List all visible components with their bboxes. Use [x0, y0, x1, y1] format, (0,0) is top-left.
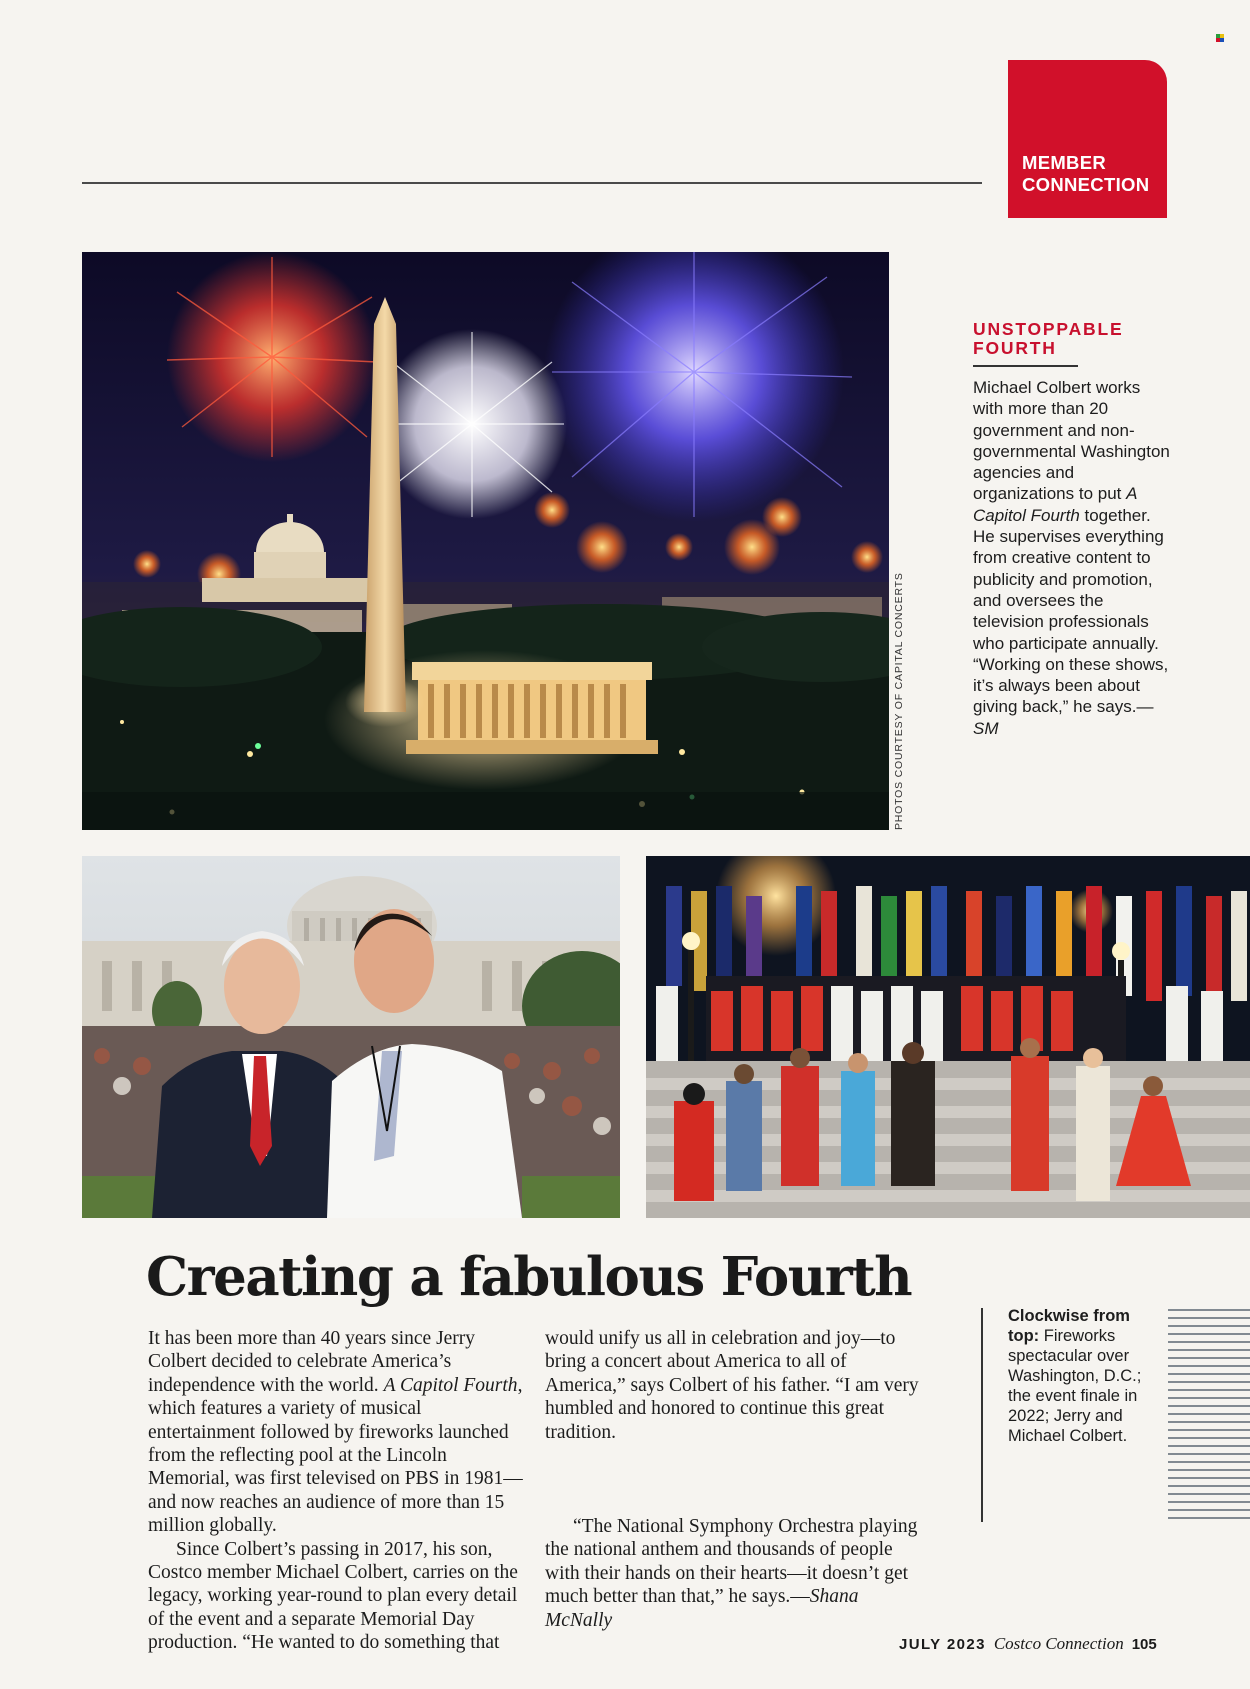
show-title: A Capitol Fourth — [973, 484, 1137, 525]
fireworks-photo — [82, 252, 889, 830]
page-number: 105 — [1131, 1636, 1157, 1653]
sidebar-heading — [973, 320, 1173, 358]
page-footer — [899, 1634, 1157, 1654]
article-column-left — [148, 1327, 528, 1655]
caption-lead: Clockwise from top: — [1008, 1307, 1130, 1345]
show-title: A Capitol Fourth — [383, 1374, 518, 1396]
magazine-name: Costco Connection — [993, 1634, 1124, 1653]
article-column-right — [545, 1327, 925, 1632]
headline: Creating a fabulous Fourth — [146, 1246, 912, 1308]
section-tag-line2: CONNECTION — [1022, 174, 1150, 195]
sidebar-heading-line1: UNSTOPPABLE — [973, 319, 1124, 339]
finale-photo — [646, 856, 1250, 1218]
header-rule — [82, 182, 982, 184]
article-paragraph-1: It has been more than 40 years since Jerry Colbert decided to celebrate America’s independence with the world. A Capitol Fourth, which features a variety of musical entertainment followed by fireworks launched from the reflecting pool at the Lincoln Memorial, was first televised on PBS in 1981—and now reaches an audience of more than 15 million globally. — [148, 1328, 523, 1537]
colberts-photo — [82, 856, 620, 1218]
article-paragraph-2-continued — [545, 1327, 925, 1515]
section-tag-line1: MEMBER — [1022, 152, 1107, 173]
sidebar-rule — [973, 365, 1078, 367]
sidebar-body: Michael Colbert works with more than 20 government and non-governmental Washington agencies and organizations to put A Capitol Fourth together. He supervises everything from creative content to publicity and promotion, and oversees the television professionals who participate annually. “Working on these shows, it’s always been about giving back,” he says.—SM — [973, 378, 1170, 738]
sidebar-heading-line2: FOURTH — [973, 338, 1057, 358]
article-paragraph-2: Since Colbert’s passing in 2017, his son, Costco member Michael Colbert, carries on the legacy, working year-round to plan every detail of the event and a separate Memorial Day production. “He wanted to do something that — [148, 1538, 518, 1654]
article-paragraph-3: “The National Symphony Orchestra playing the national anthem and thousands of people with their hands on their hearts—it doesn’t get much better than that,” he says.—Shana McNally — [545, 1516, 918, 1631]
section-tag — [1008, 60, 1167, 218]
photo-caption: Clockwise from top: Fireworks spectacular over Washington, D.C.; the event finale in 2022; Jerry and Michael Colbert. — [1008, 1307, 1142, 1445]
caption-rule — [981, 1308, 983, 1522]
decorative-stripes — [1168, 1306, 1250, 1520]
paragraph-2-overflow: would unify us all in celebration and joy—to bring a concert about America to all of America,” says Colbert of his father. “I am very humbled and honored to continue this great tradition. — [545, 1328, 919, 1443]
sidebar — [973, 320, 1173, 739]
sidebar-signature: SM — [973, 718, 999, 738]
issue-date: JULY 2023 — [899, 1636, 986, 1653]
author-signature: Shana McNally — [545, 1586, 859, 1631]
registration-mark — [1216, 34, 1224, 42]
